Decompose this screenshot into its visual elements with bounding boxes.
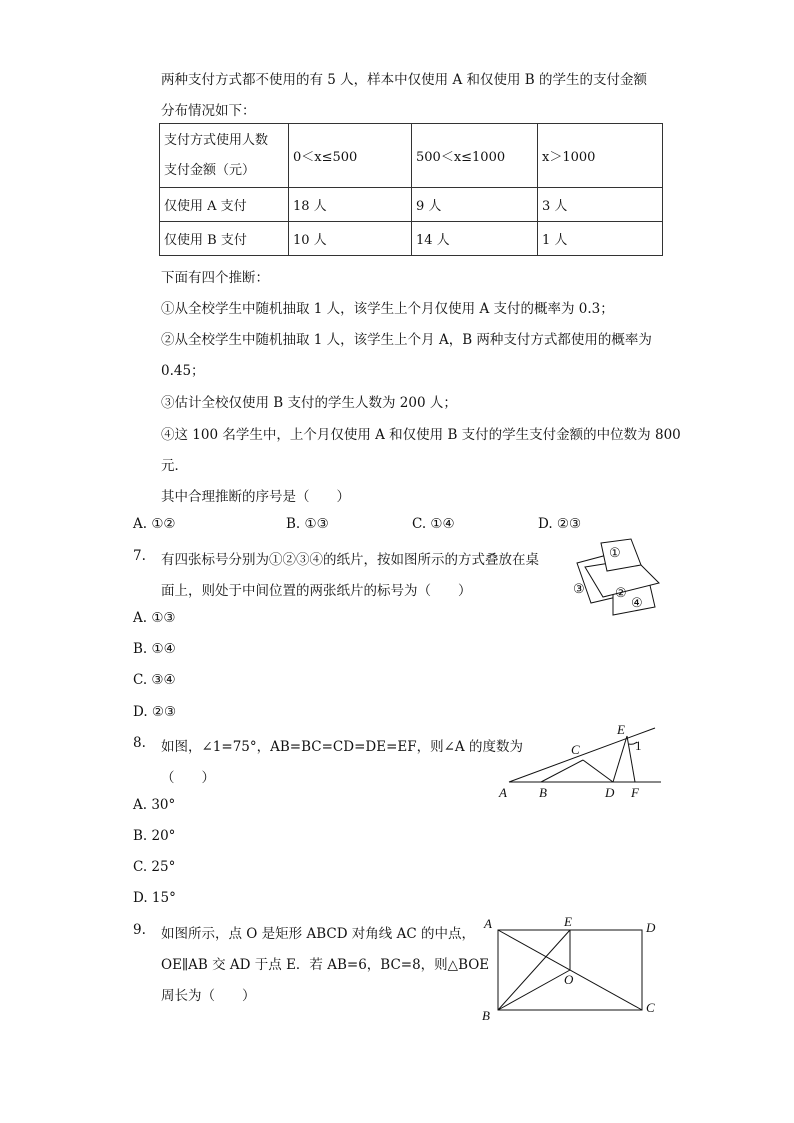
table-row <box>160 188 663 222</box>
label-c: C <box>646 1000 655 1015</box>
q9-line-1: 如图所示，点 O 是矩形 ABCD 对角线 AC 的中点， <box>161 926 475 942</box>
table-header-line-1: 支付方式使用人数 <box>164 132 269 148</box>
label-c: C <box>571 742 580 757</box>
q6-lead: 下面有四个推断： <box>161 270 269 286</box>
q7-option-d[interactable]: D. ②③ <box>133 704 177 720</box>
label-e: E <box>564 914 572 929</box>
q6-option-b[interactable]: B. ①③ <box>286 516 329 532</box>
q6-statement-2: ②从全校学生中随机抽取 1 人，该学生上个月 A，B 两种支付方式都使用的概率为 <box>161 332 652 348</box>
payment-table <box>159 123 663 256</box>
q6-statement-2-cont: 0.45； <box>161 363 205 379</box>
table-cell: 10 人 <box>289 222 412 256</box>
q8-option-c[interactable]: C. 25° <box>133 859 176 875</box>
q8-number: 8. <box>133 735 146 751</box>
table-row-label: 仅使用 B 支付 <box>160 222 289 256</box>
q9-line-2: OE∥AB 交 AD 于点 E．若 AB=6，BC=8，则△BOE <box>161 957 490 973</box>
q6-statement-1: ①从全校学生中随机抽取 1 人，该学生上个月仅使用 A 支付的概率为 0.3； <box>161 301 614 317</box>
label-f: F <box>631 785 639 800</box>
q7-line-2: 面上，则处于中间位置的两张纸片的标号为（ ） <box>161 583 472 599</box>
q8-line-2: （ ） <box>161 770 215 786</box>
table-corner-cell <box>160 124 289 188</box>
intro-line-1: 两种支付方式都不使用的有 5 人，样本中仅使用 A 和仅使用 B 的学生的支付金额 <box>161 72 648 88</box>
label-d: D <box>605 785 615 800</box>
q8-figure <box>495 720 665 802</box>
q6-question: 其中合理推断的序号是（ ） <box>161 489 350 505</box>
label-d: D <box>646 920 656 935</box>
label-b: B <box>539 785 547 800</box>
q6-statement-4-cont: 元． <box>161 458 188 474</box>
paper-label-1: ① <box>609 545 621 560</box>
table-cell: 1 人 <box>538 222 663 256</box>
q9-line-3: 周长为（ ） <box>161 988 256 1004</box>
q8-option-a[interactable]: A. 30° <box>133 797 176 813</box>
q8-line-1: 如图，∠1=75°，AB=BC=CD=DE=EF，则∠A 的度数为 <box>161 739 523 755</box>
table-column-header: 0＜x≤500 <box>289 124 412 188</box>
label-angle-1: 1 <box>635 738 642 753</box>
table-row <box>160 222 663 256</box>
intro-line-2: 分布情况如下： <box>161 103 256 119</box>
table-cell: 18 人 <box>289 188 412 222</box>
q9-number: 9. <box>133 922 146 938</box>
q6-option-c[interactable]: C. ①④ <box>412 516 455 532</box>
label-b: B <box>482 1008 490 1023</box>
q6-option-d[interactable]: D. ②③ <box>538 516 582 532</box>
table-cell: 3 人 <box>538 188 663 222</box>
table-cell: 14 人 <box>412 222 538 256</box>
q6-option-a[interactable]: A. ①② <box>133 516 176 532</box>
table-column-header: 500＜x≤1000 <box>412 124 538 188</box>
q7-option-c[interactable]: C. ③④ <box>133 672 176 688</box>
table-header-row <box>160 124 663 188</box>
q8-option-b[interactable]: B. 20° <box>133 828 176 844</box>
q7-line-1: 有四张标号分别为①②③④的纸片，按如图所示的方式叠放在桌 <box>161 552 539 568</box>
table-header-line-2: 支付金额（元） <box>164 162 256 178</box>
label-e: E <box>617 722 625 737</box>
q6-statement-4: ④这 100 名学生中，上个月仅使用 A 和仅使用 B 支付的学生支付金额的中位数为 800 <box>161 427 681 443</box>
table-column-header: x＞1000 <box>538 124 663 188</box>
label-a: A <box>499 785 507 800</box>
paper-label-3: ③ <box>573 581 585 596</box>
table-cell: 9 人 <box>412 188 538 222</box>
paper-label-4: ④ <box>631 595 643 610</box>
paper-label-2: ② <box>615 585 627 600</box>
q8-option-d[interactable]: D. 15° <box>133 890 176 906</box>
label-a: A <box>484 916 492 931</box>
q7-option-a[interactable]: A. ①③ <box>133 610 176 626</box>
paper-1-shape <box>601 539 641 571</box>
q7-option-b[interactable]: B. ①④ <box>133 641 176 657</box>
q7-figure <box>555 535 665 620</box>
table-row-label: 仅使用 A 支付 <box>160 188 289 222</box>
q6-statement-3: ③估计全校仅使用 B 支付的学生人数为 200 人； <box>161 395 457 411</box>
label-o: O <box>564 972 574 987</box>
q9-figure <box>478 912 664 1024</box>
q7-number: 7. <box>133 548 146 564</box>
